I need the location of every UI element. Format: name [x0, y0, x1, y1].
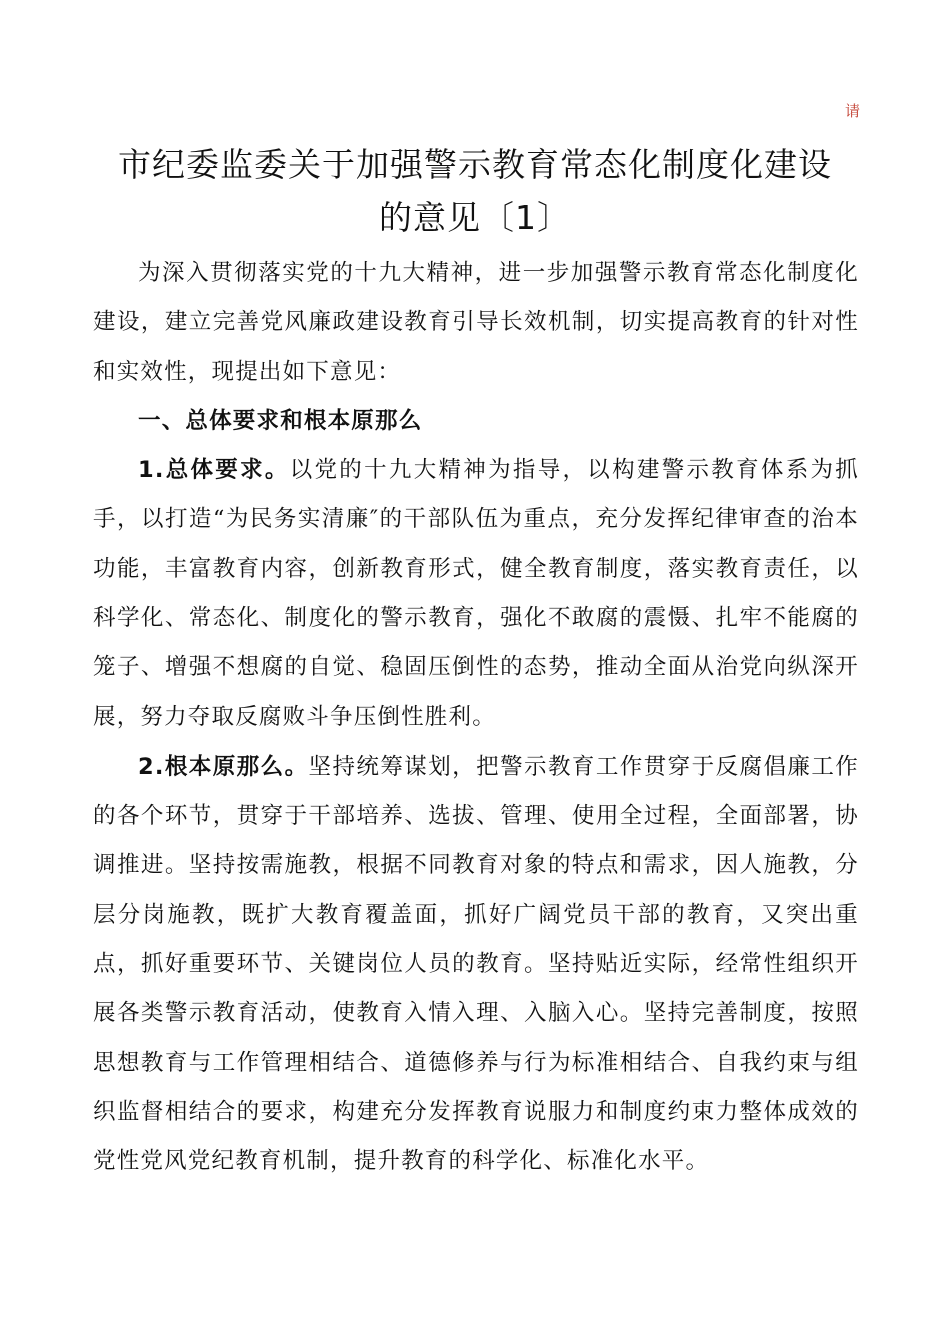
intro-paragraph: 为深入贯彻落实党的十九大精神，进一步加强警示教育常态化制度化建设，建立完善党风廉政建设教育引导长效机制，切实提高教育的针对性和实效性，现提出如下意见： — [93, 260, 859, 385]
section-heading-1: 一、总体要求和根本原那么 — [138, 407, 423, 434]
item-1-paragraph — [93, 446, 859, 742]
title-line-1: 市纪委监委关于加强警示教育常态化制度化建设 — [118, 145, 832, 184]
corner-mark: 请 — [845, 102, 861, 120]
item-2-text: 坚持统筹谋划，把警示教育工作贯穿于反腐倡廉工作的各个环节，贯穿于干部培养、选拔、管理、使用全过程，全面部署，协调推进。坚持按需施教，根据不同教育对象的特点和需求，因人施教，分层分岗施教，既扩大教育覆盖面，抓好广阔党员干部的教育，又突出重点，抓好重要环节、关键岗位人员的教育。坚持贴近实际，经常性组织开展各类警示教育活动，使教育入情入理、入脑入心。坚持完善制度，按照思想教育与工作管理相结合、道德修养与行为标准相结合、自我约束与组织监督相结合的要求，构建充分发挥教育说服力和制度约束力整体成效的党性党风党纪教育机制，提升教育的科学化、标准化水平。 — [93, 753, 859, 1175]
title-line-2: 的意见〔1〕 — [379, 198, 571, 237]
document-body — [93, 249, 859, 1187]
item-2-paragraph — [93, 743, 859, 1187]
document-title — [60, 138, 890, 244]
item-2-lead: 2.根本原那么。 — [138, 753, 309, 780]
item-1-text: 以党的十九大精神为指导，以构建警示教育体系为抓手，以打造“为民务实清廉″的干部队伍为重点，充分发挥纪律审查的治本功能，丰富教育内容，创新教育形式，健全教育制度，落实教育责任，以科学化、常态化、制度化的警示教育，强化不敢腐的震慑、扎牢不能腐的笼子、增强不想腐的自觉、稳固压倒性的态势，推动全面从治党向纵深开展，努力夺取反腐败斗争压倒性胜利。 — [93, 457, 859, 730]
item-1-lead: 1.总体要求。 — [138, 457, 290, 484]
